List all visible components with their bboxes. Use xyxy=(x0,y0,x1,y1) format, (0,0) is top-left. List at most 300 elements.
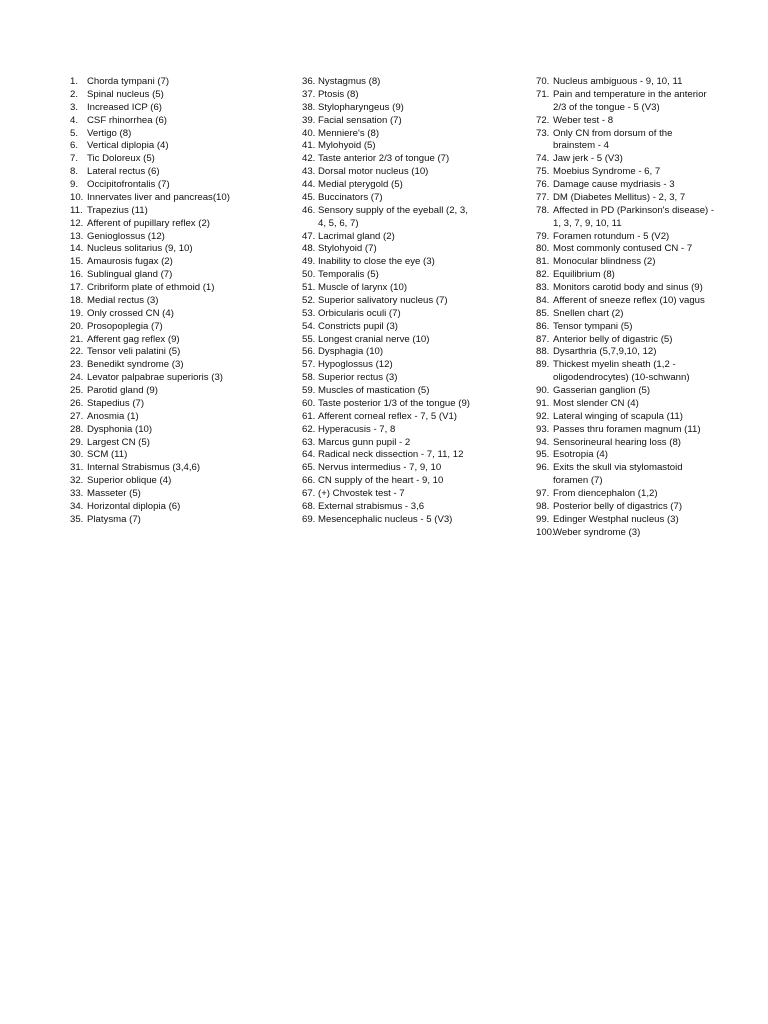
list-item xyxy=(536,179,762,192)
list-item-text: Monitors carotid body and sinus (9) xyxy=(553,282,703,293)
list-item xyxy=(70,488,292,501)
list-item-text: Constricts pupil (3) xyxy=(318,320,398,332)
list-item xyxy=(70,282,292,295)
list-item xyxy=(536,89,762,115)
list-item-text: Masseter (5) xyxy=(87,488,141,499)
list-item-text: Passes thru foramen magnum (11) xyxy=(553,423,701,435)
list-item xyxy=(70,346,292,359)
list-item-text: Moebius Syndrome - 6, 7 xyxy=(553,166,661,178)
list-item-text: Amaurosis fugax (2) xyxy=(87,256,173,268)
list-item-number: 18. xyxy=(70,294,84,306)
list-item xyxy=(70,437,292,450)
list-item-number: 49. xyxy=(302,256,316,268)
list-item-number: 32. xyxy=(70,475,84,487)
list-item-text: Superior oblique (4) xyxy=(87,475,172,487)
list-item-number: 54. xyxy=(302,320,316,332)
list-item-text: Nucleus ambiguous - 9, 10, 11 xyxy=(553,76,683,87)
list-item-number: 42. xyxy=(302,153,316,165)
list-item-number: 51. xyxy=(302,282,316,293)
list-item xyxy=(302,308,530,321)
list-item-text: Dorsal motor nucleus (10) xyxy=(318,166,429,178)
list-item xyxy=(70,76,292,89)
list-item-number: 19. xyxy=(70,307,84,319)
list-item xyxy=(302,346,530,359)
list-item xyxy=(302,89,530,102)
list-item-text: Orbicularis oculi (7) xyxy=(318,307,401,319)
list-item-text: CSF rhinorrhea (6) xyxy=(87,114,167,126)
list-item-number: 50. xyxy=(302,269,316,281)
list-item xyxy=(302,514,530,527)
list-item-text: Horizontal diplopia (6) xyxy=(87,500,181,512)
list-item-number: 75. xyxy=(536,166,550,178)
list-item xyxy=(70,179,292,192)
list-item-number: 7. xyxy=(70,153,79,165)
list-item-number: 28. xyxy=(70,423,84,435)
list-item-text: Jaw jerk - 5 (V3) xyxy=(553,153,623,165)
list-item-number: 86. xyxy=(536,320,550,332)
list-item-number: 38. xyxy=(302,101,316,113)
list-item-text: Nervus intermedius - 7, 9, 10 xyxy=(318,462,442,474)
list-column-2 xyxy=(302,76,530,527)
list-item xyxy=(302,385,530,398)
list-item xyxy=(70,398,292,411)
list-item-number: 61. xyxy=(302,410,316,422)
list-item-number: 81. xyxy=(536,256,550,268)
list-item-text: Platysma (7) xyxy=(87,513,141,525)
list-item-text: Tensor veli palatini (5) xyxy=(87,346,181,358)
list-item xyxy=(302,359,530,372)
list-item-text: Stylopharyngeus (9) xyxy=(318,101,404,113)
list-item xyxy=(70,359,292,372)
list-item-number: 78. xyxy=(536,204,550,216)
list-item-number: 43. xyxy=(302,166,316,178)
list-item-number: 100. xyxy=(536,526,555,538)
list-item xyxy=(70,514,292,527)
list-item-number: 29. xyxy=(70,436,84,448)
list-item xyxy=(70,128,292,141)
list-item-text: Edinger Westphal nucleus (3) xyxy=(553,513,679,525)
list-item-text: Longest cranial nerve (10) xyxy=(318,333,430,345)
list-item xyxy=(302,231,530,244)
list-item-text: Anosmia (1) xyxy=(87,410,139,422)
list-item-number: 69. xyxy=(302,513,316,525)
list-item-text: Only crossed CN (4) xyxy=(87,307,174,319)
list-item-number: 95. xyxy=(536,449,550,461)
list-item-number: 99. xyxy=(536,513,550,525)
list-item-number: 68. xyxy=(302,500,316,512)
list-item-number: 16. xyxy=(70,269,84,281)
list-item-text: Afferent of pupillary reflex (2) xyxy=(87,217,210,229)
list-item-text: Nystagmus (8) xyxy=(318,76,381,87)
list-item-text: Hypoglossus (12) xyxy=(318,359,393,371)
list-item xyxy=(70,321,292,334)
list-item xyxy=(536,321,762,334)
list-item-text: Anterior belly of digastric (5) xyxy=(553,333,673,345)
list-item-number: 56. xyxy=(302,346,316,358)
list-item-number: 90. xyxy=(536,385,550,396)
list-item xyxy=(536,346,762,359)
list-item xyxy=(536,514,762,527)
list-item xyxy=(302,462,530,475)
list-item-text: Taste anterior 2/3 of tongue (7) xyxy=(318,153,450,165)
list-item xyxy=(302,192,530,205)
list-item xyxy=(302,115,530,128)
list-item-number: 89. xyxy=(536,359,550,371)
list-item xyxy=(70,153,292,166)
list-item xyxy=(536,488,762,501)
list-item-number: 31. xyxy=(70,462,84,474)
list-item-number: 35. xyxy=(70,513,84,525)
list-item-number: 63. xyxy=(302,436,316,448)
list-item xyxy=(302,411,530,424)
list-item-text: Stylohyoid (7) xyxy=(318,243,377,255)
list-item-text: Innervates liver and pancreas(10) xyxy=(87,191,230,203)
list-item-text: Buccinators (7) xyxy=(318,191,383,203)
list-item-number: 87. xyxy=(536,333,550,345)
list-item xyxy=(70,89,292,102)
list-item-number: 13. xyxy=(70,230,84,242)
list-item-number: 10. xyxy=(70,191,84,203)
list-item-text: Medial pterygold (5) xyxy=(318,179,403,190)
list-item-number: 11. xyxy=(70,204,83,216)
list-item xyxy=(536,411,762,424)
list-item-number: 37. xyxy=(302,88,316,100)
list-item-text: Marcus gunn pupil - 2 xyxy=(318,436,411,448)
list-item-number: 60. xyxy=(302,397,316,409)
list-item-number: 40. xyxy=(302,127,316,139)
list-item-number: 36. xyxy=(302,76,316,87)
list-item xyxy=(536,501,762,514)
list-item xyxy=(536,76,762,89)
list-item-text: Dysarthria (5,7,9,10, 12) xyxy=(553,346,657,358)
list-item xyxy=(536,153,762,166)
list-item-number: 34. xyxy=(70,500,84,512)
list-item-text: Internal Strabismus (3,4,6) xyxy=(87,462,201,474)
list-item-number: 21. xyxy=(70,333,84,345)
list-item-number: 45. xyxy=(302,191,316,203)
list-item-text: Hyperacusis - 7, 8 xyxy=(318,423,396,435)
list-item xyxy=(536,192,762,205)
list-item xyxy=(302,321,530,334)
list-item-text: Cribriform plate of ethmoid (1) xyxy=(87,282,215,293)
list-item-text: Occipitofrontalis (7) xyxy=(87,179,170,190)
list-item-text: Medial rectus (3) xyxy=(87,294,159,306)
list-item-number: 96. xyxy=(536,462,550,474)
list-item xyxy=(536,308,762,321)
list-item-text: Radical neck dissection - 7, 11, 12 xyxy=(318,449,464,461)
list-item-text: Monocular blindness (2) xyxy=(553,256,656,268)
list-item xyxy=(302,437,530,450)
list-item-number: 12. xyxy=(70,217,84,229)
list-item-text: Afferent gag reflex (9) xyxy=(87,333,180,345)
list-item-number: 58. xyxy=(302,372,316,384)
list-item-number: 57. xyxy=(302,359,316,371)
list-item xyxy=(70,166,292,179)
list-item-number: 98. xyxy=(536,500,550,512)
list-item-number: 25. xyxy=(70,385,84,396)
list-item xyxy=(536,527,762,540)
list-item-number: 72. xyxy=(536,114,550,126)
list-item xyxy=(302,398,530,411)
list-item-number: 80. xyxy=(536,243,550,255)
list-item-text: Temporalis (5) xyxy=(318,269,379,281)
list-item xyxy=(536,243,762,256)
list-item xyxy=(302,372,530,385)
list-item xyxy=(70,205,292,218)
list-item xyxy=(536,334,762,347)
list-item-number: 39. xyxy=(302,114,316,126)
list-item xyxy=(70,218,292,231)
list-item-number: 47. xyxy=(302,230,316,242)
list-item-number: 8. xyxy=(70,166,79,178)
list-item-text: Mylohyoid (5) xyxy=(318,140,376,152)
list-item xyxy=(302,501,530,514)
list-item-text: Damage cause mydriasis - 3 xyxy=(553,179,675,190)
list-item-text: Parotid gland (9) xyxy=(87,385,158,396)
list-item-text: Lacrimal gland (2) xyxy=(318,230,395,242)
list-item xyxy=(536,166,762,179)
list-item-number: 97. xyxy=(536,488,550,499)
list-item-text: Trapezius (11) xyxy=(87,204,148,216)
list-item-text: Most slender CN (4) xyxy=(553,397,639,409)
list-item xyxy=(536,115,762,128)
list-item-text: Afferent corneal reflex - 7, 5 (V1) xyxy=(318,410,457,422)
list-item-text: Vertigo (8) xyxy=(87,127,132,139)
list-item xyxy=(536,231,762,244)
list-item-text: Nucleus solitarius (9, 10) xyxy=(87,243,193,255)
list-item-number: 85. xyxy=(536,307,550,319)
list-item-number: 84. xyxy=(536,294,550,306)
list-item-text: Only CN from dorsum of the brainstem - 4 xyxy=(553,127,673,152)
list-item-text: Facial sensation (7) xyxy=(318,114,402,126)
list-item-number: 73. xyxy=(536,127,550,139)
list-item-text: Prosopoplegia (7) xyxy=(87,320,163,332)
list-item-number: 6. xyxy=(70,140,79,152)
list-item-text: Snellen chart (2) xyxy=(553,307,624,319)
list-item-number: 71. xyxy=(536,88,550,100)
list-item-number: 91. xyxy=(536,397,550,409)
list-item xyxy=(70,269,292,282)
list-item-number: 41. xyxy=(302,140,316,152)
list-item xyxy=(302,243,530,256)
list-item-number: 30. xyxy=(70,449,84,461)
list-item xyxy=(70,385,292,398)
list-item xyxy=(536,385,762,398)
list-item-text: Equilibrium (8) xyxy=(553,269,615,281)
list-item xyxy=(536,424,762,437)
list-item-text: Benedikt syndrome (3) xyxy=(87,359,184,371)
list-item xyxy=(70,501,292,514)
list-item-text: Most commonly contused CN - 7 xyxy=(553,243,693,255)
list-item xyxy=(70,449,292,462)
list-item-text: Vertical diplopia (4) xyxy=(87,140,169,152)
list-item xyxy=(302,295,530,308)
list-item-text: Exits the skull via stylomastoid foramen (7) xyxy=(553,462,683,487)
list-item-number: 27. xyxy=(70,410,84,422)
list-item-text: Weber syndrome (3) xyxy=(553,526,641,538)
list-item xyxy=(536,205,762,231)
list-item xyxy=(70,140,292,153)
list-item xyxy=(70,295,292,308)
list-item-number: 22. xyxy=(70,346,84,358)
list-item-number: 23. xyxy=(70,359,84,371)
list-item xyxy=(70,115,292,128)
list-item-number: 48. xyxy=(302,243,316,255)
list-item-text: Largest CN (5) xyxy=(87,436,150,448)
list-item-text: Sublingual gland (7) xyxy=(87,269,173,281)
list-item xyxy=(536,295,762,308)
list-item-text: Tic Doloreux (5) xyxy=(87,153,155,165)
list-item-number: 15. xyxy=(70,256,84,268)
list-item-number: 55. xyxy=(302,333,316,345)
list-item-number: 64. xyxy=(302,449,316,461)
list-item-text: Chorda tympani (7) xyxy=(87,76,170,87)
list-item-text: Lateral winging of scapula (11) xyxy=(553,410,683,422)
list-item-number: 17. xyxy=(70,282,84,293)
list-item xyxy=(302,475,530,488)
list-item xyxy=(302,153,530,166)
list-item xyxy=(536,449,762,462)
list-item-number: 33. xyxy=(70,488,84,499)
list-item-text: Superior salivatory nucleus (7) xyxy=(318,294,448,306)
list-item-text: Esotropia (4) xyxy=(553,449,608,461)
list-item xyxy=(302,256,530,269)
list-item-text: Stapedius (7) xyxy=(87,397,145,409)
list-item-text: Weber test - 8 xyxy=(553,114,614,126)
list-item-text: Spinal nucleus (5) xyxy=(87,88,164,100)
list-item-number: 2. xyxy=(70,88,79,100)
list-item-number: 93. xyxy=(536,423,550,435)
list-item-number: 79. xyxy=(536,230,550,242)
list-item xyxy=(302,424,530,437)
list-item-text: Posterior belly of digastrics (7) xyxy=(553,500,683,512)
list-item xyxy=(302,269,530,282)
list-item-text: Ptosis (8) xyxy=(318,88,359,100)
list-item-number: 53. xyxy=(302,307,316,319)
list-item-number: 70. xyxy=(536,76,550,87)
list-item xyxy=(70,102,292,115)
list-item xyxy=(302,102,530,115)
list-item xyxy=(302,166,530,179)
list-item xyxy=(302,179,530,192)
list-item-number: 94. xyxy=(536,436,550,448)
list-item-text: Afferent of sneeze reflex (10) vagus xyxy=(553,294,705,306)
list-item xyxy=(536,398,762,411)
list-item xyxy=(536,269,762,282)
list-item xyxy=(70,256,292,269)
list-item-text: Lateral rectus (6) xyxy=(87,166,160,178)
list-item-number: 26. xyxy=(70,397,84,409)
list-item-text: Thickest myelin sheath (1,2 - oligodendrocytes) (10-schwann) xyxy=(553,359,690,384)
list-item-number: 77. xyxy=(536,191,550,203)
list-item-number: 62. xyxy=(302,423,316,435)
list-item-text: Inability to close the eye (3) xyxy=(318,256,435,268)
list-item-number: 66. xyxy=(302,475,316,487)
list-item xyxy=(302,488,530,501)
list-item-text: Pain and temperature in the anterior 2/3 of the tongue - 5 (V3) xyxy=(553,88,707,113)
list-item xyxy=(70,475,292,488)
list-item xyxy=(302,128,530,141)
list-item xyxy=(70,411,292,424)
list-item-text: Muscle of larynx (10) xyxy=(318,282,408,293)
list-item-text: Mesencephalic nucleus - 5 (V3) xyxy=(318,513,453,525)
list-item-number: 92. xyxy=(536,410,550,422)
list-item-text: Tensor tympani (5) xyxy=(553,320,633,332)
list-item-number: 44. xyxy=(302,179,316,190)
list-item xyxy=(70,372,292,385)
list-item xyxy=(302,449,530,462)
list-item-number: 59. xyxy=(302,385,316,396)
list-item xyxy=(70,192,292,205)
list-item-number: 14. xyxy=(70,243,84,255)
list-item-text: Dysphagia (10) xyxy=(318,346,384,358)
list-item-text: Levator palpabrae superioris (3) xyxy=(87,372,223,384)
list-item-number: 46. xyxy=(302,204,316,216)
list-item xyxy=(536,437,762,450)
list-item-number: 74. xyxy=(536,153,550,165)
list-item-number: 20. xyxy=(70,320,84,332)
list-item-number: 76. xyxy=(536,179,550,190)
list-item-number: 5. xyxy=(70,127,79,139)
list-item-number: 9. xyxy=(70,179,79,190)
list-item xyxy=(70,308,292,321)
list-item xyxy=(536,462,762,488)
list-item-text: SCM (11) xyxy=(87,449,128,461)
list-item-number: 67. xyxy=(302,488,316,499)
list-item-text: DM (Diabetes Mellitus) - 2, 3, 7 xyxy=(553,191,686,203)
list-item-text: From diencephalon (1,2) xyxy=(553,488,658,499)
list-item xyxy=(70,243,292,256)
list-item-number: 83. xyxy=(536,282,550,293)
list-item-text: Superior rectus (3) xyxy=(318,372,398,384)
list-item xyxy=(536,282,762,295)
list-item xyxy=(70,334,292,347)
list-item-text: Genioglossus (12) xyxy=(87,230,165,242)
list-item xyxy=(302,282,530,295)
list-item-text: Increased ICP (6) xyxy=(87,101,163,113)
list-item-text: Dysphonia (10) xyxy=(87,423,153,435)
list-item-text: Gasserian ganglion (5) xyxy=(553,385,651,396)
list-item-text: Taste posterior 1/3 of the tongue (9) xyxy=(318,397,470,409)
list-item-number: 52. xyxy=(302,294,316,306)
list-item xyxy=(302,76,530,89)
list-item xyxy=(536,128,762,154)
list-item xyxy=(536,359,762,385)
list-item-number: 65. xyxy=(302,462,316,474)
list-item-text: Foramen rotundum - 5 (V2) xyxy=(553,230,670,242)
list-item-text: External strabismus - 3,6 xyxy=(318,500,425,512)
list-item-text: CN supply of the heart - 9, 10 xyxy=(318,475,444,487)
list-item-text: Affected in PD (Parkinson's disease) - 1, 3, 7, 9, 10, 11 xyxy=(553,204,715,229)
list-item xyxy=(302,205,530,231)
list-item-text: Menniere's (8) xyxy=(318,127,380,139)
list-item-number: 1. xyxy=(70,76,79,87)
list-item xyxy=(302,334,530,347)
list-item-text: Muscles of mastication (5) xyxy=(318,385,430,396)
list-item-number: 82. xyxy=(536,269,550,281)
list-item-text: (+) Chvostek test - 7 xyxy=(318,488,405,499)
list-item-number: 88. xyxy=(536,346,550,358)
list-item xyxy=(70,462,292,475)
list-item-text: Sensorineural hearing loss (8) xyxy=(553,436,681,448)
list-item xyxy=(536,256,762,269)
list-item xyxy=(70,424,292,437)
list-item xyxy=(302,140,530,153)
list-column-3 xyxy=(536,76,762,540)
list-item-number: 24. xyxy=(70,372,84,384)
list-column-1 xyxy=(70,76,292,527)
list-item-number: 4. xyxy=(70,114,79,126)
